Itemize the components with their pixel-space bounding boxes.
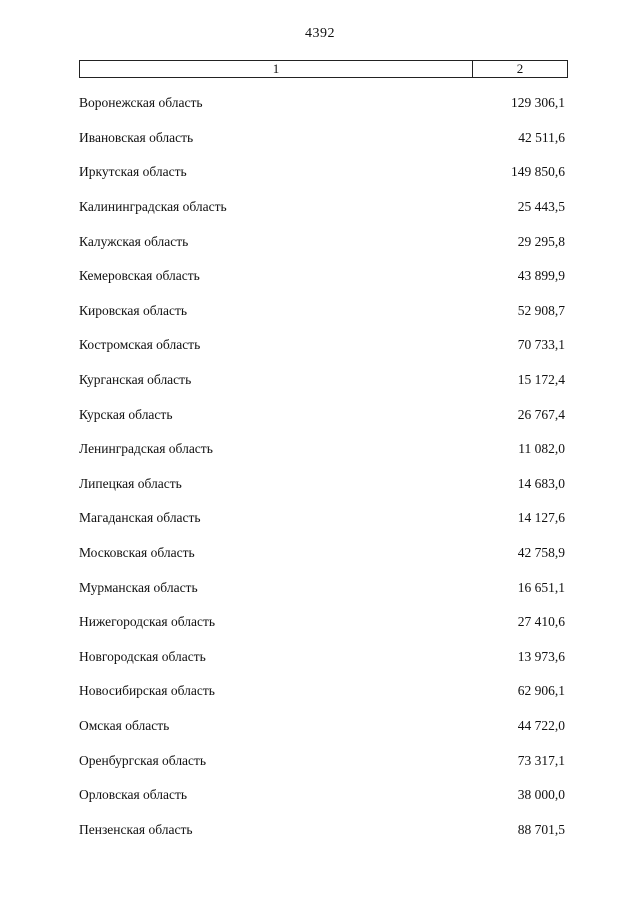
region-value: 42 758,9 bbox=[517, 545, 565, 561]
region-value: 52 908,7 bbox=[517, 302, 565, 318]
table-row bbox=[79, 363, 568, 398]
region-name: Калининградская область bbox=[79, 199, 227, 215]
region-name: Новгородская область bbox=[79, 648, 206, 664]
region-value: 70 733,1 bbox=[517, 337, 565, 353]
region-name: Орловская область bbox=[79, 787, 188, 803]
column-header-2: 2 bbox=[516, 61, 524, 76]
table-row bbox=[79, 605, 568, 640]
table-row bbox=[79, 743, 568, 778]
table-row bbox=[79, 328, 568, 363]
table-row bbox=[79, 674, 568, 709]
table-row bbox=[79, 467, 568, 502]
table-row bbox=[79, 259, 568, 294]
region-name: Ивановская область bbox=[79, 129, 194, 145]
region-value: 38 000,0 bbox=[517, 787, 565, 803]
region-name: Ленинградская область bbox=[79, 441, 213, 457]
region-name: Кировская область bbox=[79, 302, 188, 318]
region-name: Оренбургская область bbox=[79, 752, 207, 768]
region-name: Иркутская область bbox=[79, 164, 187, 180]
table-row bbox=[79, 190, 568, 225]
region-value: 73 317,1 bbox=[517, 752, 565, 768]
table-row bbox=[79, 121, 568, 156]
region-name: Липецкая область bbox=[79, 475, 182, 491]
region-value: 27 410,6 bbox=[517, 614, 565, 630]
table-row bbox=[79, 155, 568, 190]
table-row bbox=[79, 294, 568, 329]
region-value: 16 651,1 bbox=[517, 579, 565, 595]
table-row bbox=[79, 224, 568, 259]
region-value: 14 683,0 bbox=[517, 475, 565, 491]
region-value: 29 295,8 bbox=[517, 233, 565, 249]
region-name: Курская область bbox=[79, 406, 173, 422]
table-row bbox=[79, 640, 568, 675]
table-row bbox=[79, 86, 568, 121]
table-row bbox=[79, 536, 568, 571]
table-header bbox=[79, 60, 568, 78]
region-value: 11 082,0 bbox=[518, 441, 565, 457]
region-value: 129 306,1 bbox=[511, 95, 565, 111]
region-value: 15 172,4 bbox=[517, 372, 565, 388]
page-number: 4392 bbox=[305, 26, 335, 41]
region-name: Калужская область bbox=[79, 233, 189, 249]
region-value: 62 906,1 bbox=[517, 683, 565, 699]
region-name: Магаданская область bbox=[79, 510, 201, 526]
region-name: Воронежская область bbox=[79, 95, 203, 111]
region-value: 43 899,9 bbox=[517, 268, 565, 284]
table-body bbox=[79, 86, 568, 847]
table-row bbox=[79, 432, 568, 467]
table-row bbox=[79, 778, 568, 813]
region-name: Мурманская область bbox=[79, 579, 198, 595]
region-name: Нижегородская область bbox=[79, 614, 216, 630]
table-row bbox=[79, 812, 568, 847]
region-value: 26 767,4 bbox=[517, 406, 565, 422]
region-value: 88 701,5 bbox=[517, 821, 565, 837]
table-row bbox=[79, 397, 568, 432]
column-header-1: 1 bbox=[80, 61, 473, 77]
region-value: 25 443,5 bbox=[517, 199, 565, 215]
region-name: Кемеровская область bbox=[79, 268, 200, 284]
region-name: Новосибирская область bbox=[79, 683, 215, 699]
region-value: 13 973,6 bbox=[517, 648, 565, 664]
region-value: 44 722,0 bbox=[517, 717, 565, 733]
region-value: 42 511,6 bbox=[518, 129, 565, 145]
region-name: Омская область bbox=[79, 717, 170, 733]
table-row bbox=[79, 709, 568, 744]
region-value: 14 127,6 bbox=[517, 510, 565, 526]
region-name: Московская область bbox=[79, 545, 195, 561]
region-name: Костромская область bbox=[79, 337, 201, 353]
table-row bbox=[79, 501, 568, 536]
table-row bbox=[79, 570, 568, 605]
region-name: Курганская область bbox=[79, 372, 192, 388]
region-value: 149 850,6 bbox=[511, 164, 565, 180]
region-name: Пензенская область bbox=[79, 821, 193, 837]
